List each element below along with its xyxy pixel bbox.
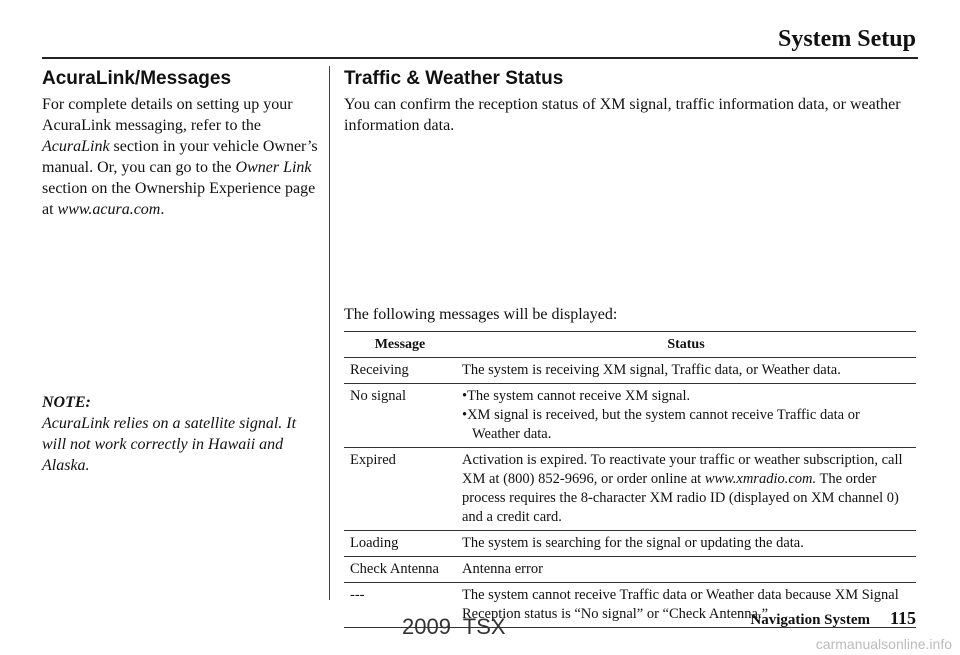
- p1-italic2: Owner Link: [235, 159, 312, 176]
- page-header-title: System Setup: [777, 26, 916, 52]
- cell-message: Check Antenna: [344, 557, 456, 583]
- header-rule: [42, 57, 918, 59]
- traffic-weather-heading: Traffic & Weather Status: [344, 68, 564, 89]
- cell-message: ---: [344, 583, 456, 628]
- site-watermark: carmanualsonline.info: [815, 636, 952, 652]
- cell-status: The system is receiving XM signal, Traffic data, or Weather data.: [456, 358, 916, 384]
- column-divider: [329, 66, 330, 600]
- table-row: [344, 358, 916, 384]
- footer-section-name: Navigation System: [750, 612, 870, 628]
- cell-status: The system cannot receive Traffic data or Weather data because XM Signal Reception status is “No signal” or “Check Antenna.”: [456, 583, 916, 628]
- left-column: [42, 66, 322, 476]
- cell-message: Receiving: [344, 358, 456, 384]
- cell-message: No signal: [344, 384, 456, 448]
- header-status: Status: [456, 332, 916, 358]
- table-row: [344, 531, 916, 557]
- xmradio-url: www.xmradio.com.: [704, 471, 817, 487]
- table-row: [344, 448, 916, 531]
- table-row: [344, 384, 916, 448]
- note-text: AcuraLink relies on a satellite signal. It will not work correctly in Hawaii and Alaska.: [42, 415, 297, 474]
- p1-text-b: section in your vehicle Owner’s manual. Or, you can go to the: [42, 138, 318, 176]
- right-column: [344, 66, 916, 628]
- cell-status: [456, 448, 916, 531]
- traffic-intro: You can confirm the reception status of XM signal, traffic information data, or weather information data.: [344, 96, 901, 134]
- messages-lead: The following messages will be displayed:: [344, 306, 618, 323]
- expired-text-2: The order process requires the 8-character XM radio ID (displayed on XM channel 0) and a credit card.: [462, 471, 899, 525]
- cell-message: Loading: [344, 531, 456, 557]
- status-bullet: •XM signal is received, but the system cannot receive Traffic data or Weather data.: [462, 407, 860, 442]
- table-header-row: [344, 332, 916, 358]
- acura-url: www.acura.com: [57, 201, 161, 218]
- cell-status: Antenna error: [456, 557, 916, 583]
- p1-end: .: [160, 201, 165, 218]
- p1-text: For complete details on setting up your AcuraLink messaging, refer to the: [42, 96, 293, 134]
- status-bullet: •The system cannot receive XM signal.: [462, 388, 691, 404]
- cell-status: The system is searching for the signal or updating the data.: [456, 531, 916, 557]
- p1-italic: AcuraLink: [42, 138, 110, 155]
- expired-text-1: Activation is expired. To reactivate your traffic or weather subscription, call XM at (800) 852-9696, or order online at: [462, 452, 903, 487]
- status-table: [344, 331, 916, 628]
- model-watermark: 2009 TSX: [402, 614, 506, 639]
- table-row: [344, 557, 916, 583]
- acuralink-paragraph: [42, 94, 322, 220]
- header-message: Message: [344, 332, 456, 358]
- acuralink-heading: AcuraLink/Messages: [42, 68, 232, 89]
- note-title: NOTE:: [42, 394, 91, 411]
- cell-message: Expired: [344, 448, 456, 531]
- cell-status: [456, 384, 916, 448]
- page-number: 115: [889, 608, 916, 628]
- p1-text-c: section on the Ownership Experience page at: [42, 180, 316, 218]
